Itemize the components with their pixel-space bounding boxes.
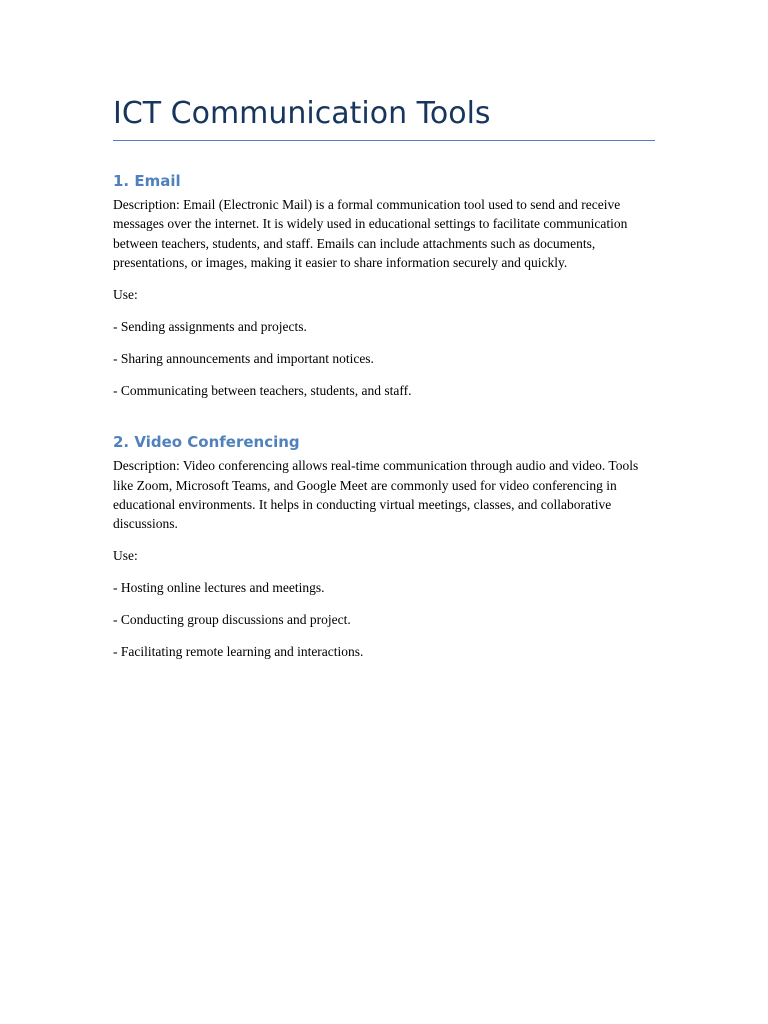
section-heading: 1. Email: [113, 172, 181, 190]
section-video-conferencing: [113, 432, 655, 661]
section-heading: 2. Video Conferencing: [113, 433, 300, 452]
use-item: - Facilitating remote learning and interactions.: [113, 644, 364, 660]
use-item: - Sending assignments and projects.: [113, 319, 307, 335]
section-email: [113, 171, 655, 400]
use-label: Use:: [113, 287, 138, 303]
use-item: - Communicating between teachers, students, and staff.: [113, 382, 412, 398]
document-title: ICT Communication Tools: [113, 94, 655, 141]
section-description: Description: Video conferencing allows real-time communication through audio and video. Tools like Zoom, Microsoft Teams, and Google Meet are commonly used for video conferencing in educational environments. It helps in conducting virtual meetings, classes, and collaborative discussions.: [113, 458, 639, 532]
use-item: - Conducting group discussions and project.: [113, 612, 351, 628]
use-item: - Hosting online lectures and meetings.: [113, 580, 325, 596]
use-item: - Sharing announcements and important notices.: [113, 350, 374, 366]
use-label: Use:: [113, 548, 138, 564]
section-description: Description: Email (Electronic Mail) is a formal communication tool used to send and receive messages over the internet. It is widely used in educational settings to facilitate communication between teachers, students, and staff. Emails can include attachments such as documents, presentations, or images, making it easier to share information securely and quickly.: [113, 197, 628, 271]
